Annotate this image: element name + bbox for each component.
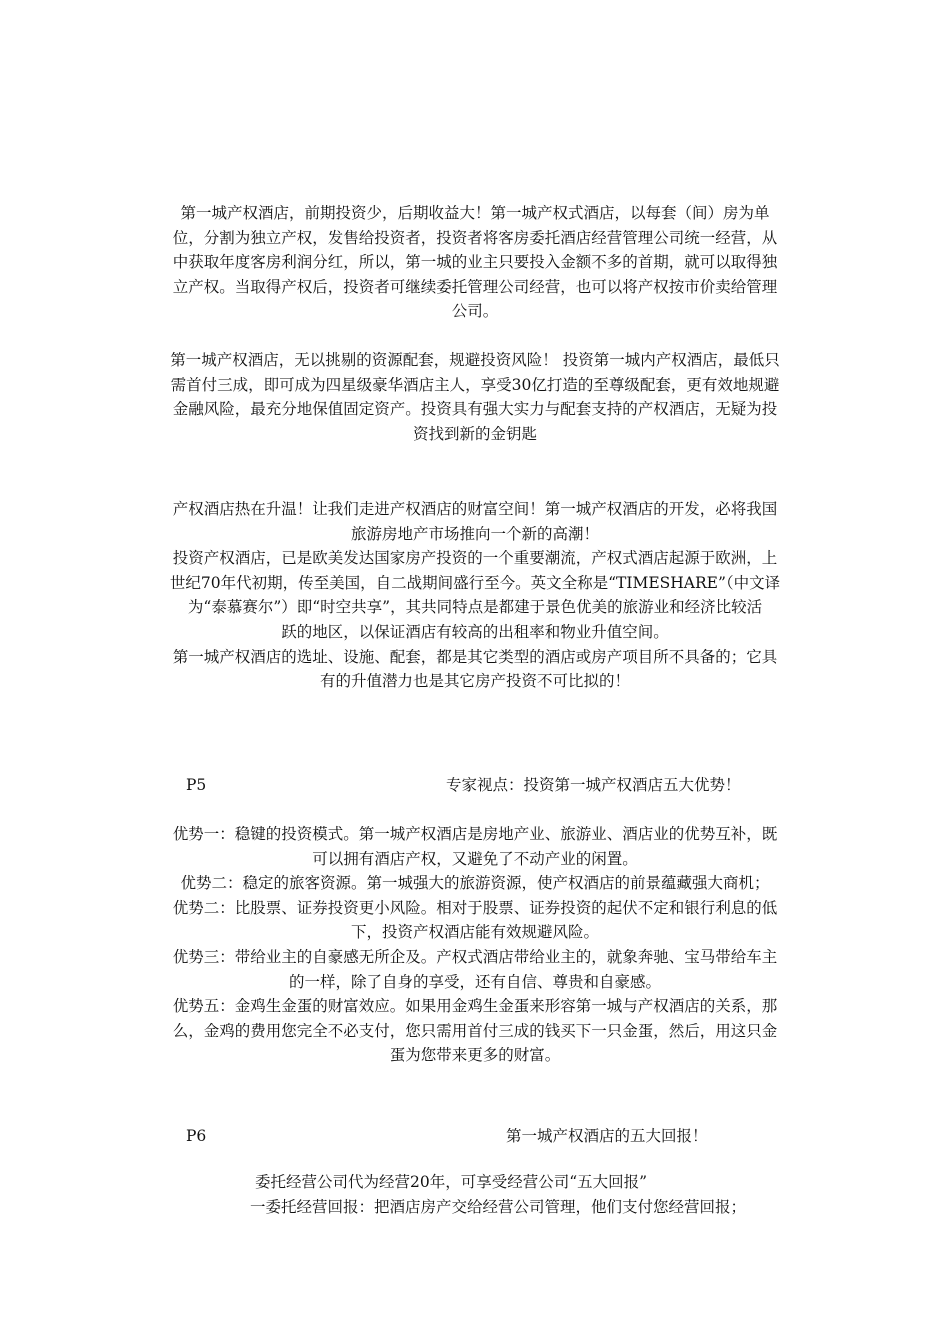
p6-heading-row xyxy=(0,1124,950,1148)
p6-page-label: P6 xyxy=(186,1127,207,1145)
p5-section-title: 专家视点：投资第一城产权酒店五大优势！ xyxy=(446,776,741,794)
p6-return-item-1: 一委托经营回报：把酒店房产交给经营公司管理，他们支付您经营回报； xyxy=(250,1198,747,1216)
intro-paragraph-2: 第一城产权酒店，无以挑剔的资源配套，规避投资风险！ 投资第一城内产权酒店，最低只 需首付三成，即可成为四星级豪华酒店主人，享受30亿打造的至尊级配套，更有效地规避 金融风险，最充分地保值固定资产。投资具有强大实力与配套支持的产权酒店，无疑为投 资找到新的金钥匙 xyxy=(170,351,780,443)
p5-advantages-body: 优势一：稳键的投资模式。第一城产权酒店是房地产业、旅游业、酒店业的优势互补，既 可以拥有酒店产权，又避免了不动产业的闲置。 优势二：稳定的旅客资源。第一城强大的旅游资源，使产权酒店的前景蕴藏强大商机； 优势二：比股票、证券投资更小风险。相对于股票、证券投资的起伏不定和银行利息的低 下，投资产权酒店能有效规避风险。 优势三：带给业主的自豪感无所企及。产权式酒店带给业主的，就象奔驰、宝马带给车主 的一样，除了自身的享受，还有自信、尊贵和自豪感。 优势五：金鸡生金蛋的财富效应。如果用金鸡生金蛋来形容第一城与产权酒店的关系，那 么，金鸡的费用您完全不必支付，您只需用首付三成的钱买下一只金蛋，然后，用这只金 蛋为您带来更多的财富。 xyxy=(172,825,778,1065)
p6-intro-line: 委托经营公司代为经营20年，可享受经营公司“五大回报” xyxy=(255,1173,648,1191)
p5-heading-row xyxy=(0,773,950,797)
intro-paragraph-1: 第一城产权酒店，前期投资少，后期收益大！第一城产权式酒店，以每套（间）房为单 位，分割为独立产权，发售给投资者，投资者将客房委托酒店经营管理公司统一经营，从 中获取年度客房利润分红，所以，第一城的业主只要投入金额不多的首期，就可以取得独 立产权。当取得产权后，投资者可继续委托管理公司经营，也可以将产权按市价卖给管理 公司。 xyxy=(172,204,778,321)
p6-section-title: 第一城产权酒店的五大回报！ xyxy=(506,1127,708,1145)
p5-page-label: P5 xyxy=(186,776,207,794)
intro-paragraph-3: 产权酒店热在升温！让我们走进产权酒店的财富空间！第一城产权酒店的开发，必将我国 旅游房地产市场推向一个新的高潮！ 投资产权酒店，已是欧美发达国家房产投资的一个重要潮流，产权式酒店起源于欧洲，上 世纪70年代初期，传至美国，自二战期间盛行至今。英文全称是“TIMESHARE”（中文译 为“泰慕赛尔”）即“时空共享”，其共同特点是都建于景色优美的旅游业和经济比较活 跃的地区，以保证酒店有较高的出租率和物业升值空间。 第一城产权酒店的选址、设施、配套，都是其它类型的酒店或房产项目所不具备的；它具 有的升值潜力也是其它房产投资不可比拟的！ xyxy=(169,500,781,691)
